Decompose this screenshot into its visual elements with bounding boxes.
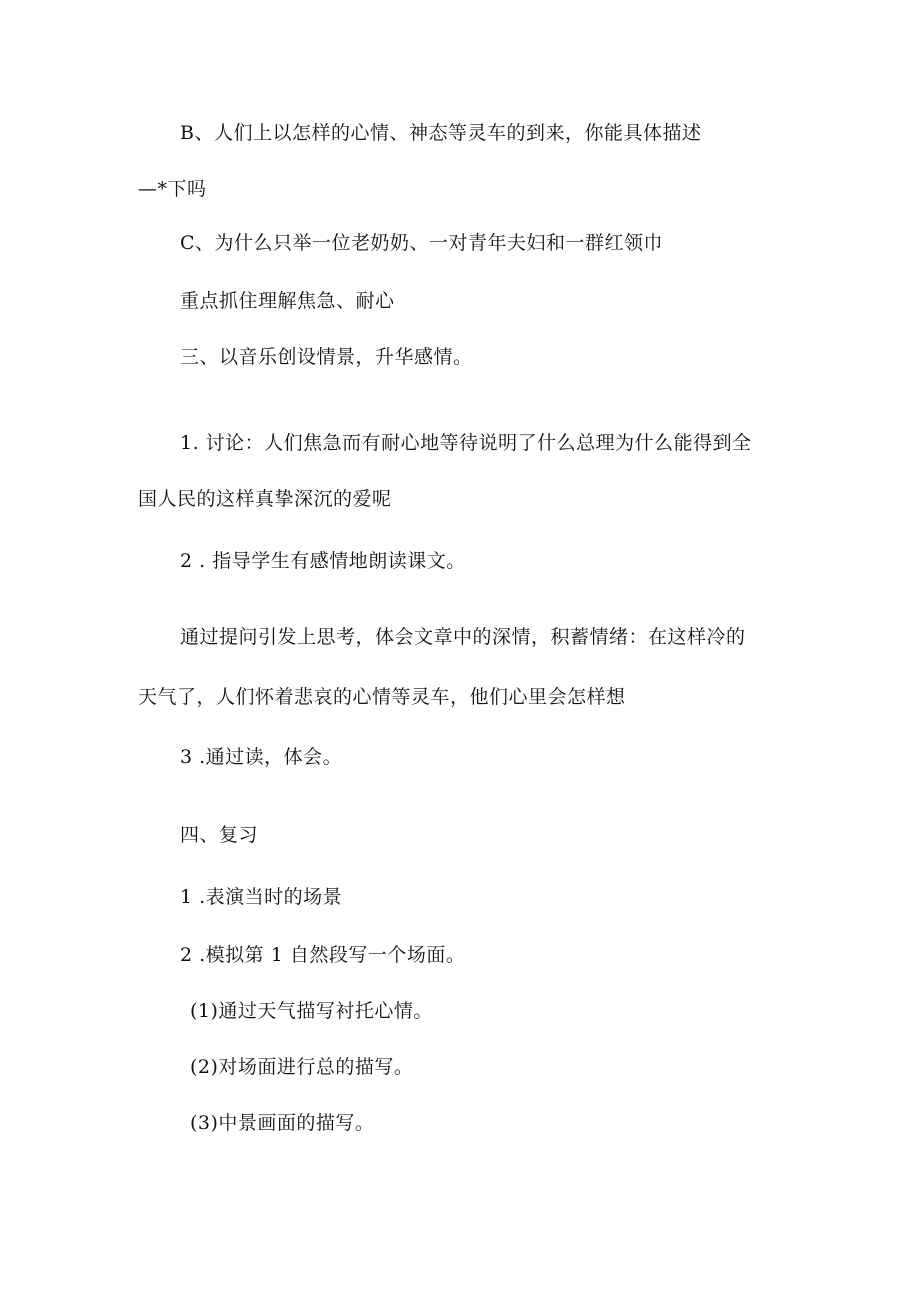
section-heading-three: 三、以音乐创设情景，升华感情。: [180, 346, 473, 368]
text-line-b-continued: —*下吗: [138, 178, 207, 200]
text-line-reading-guide: 2 . 指导学生有感情地朗读课文。: [180, 550, 466, 572]
section-heading-review: 四、复习: [180, 824, 259, 846]
text-line-questioning: 通过提问引发上思考，体会文章中的深情，积蓄情绪：在这样冷的: [180, 626, 746, 648]
text-line-sub-1: (1)通过天气描写衬托心情。: [190, 1000, 433, 1022]
text-line-imitate: 2 .模拟第 1 自然段写一个场面。: [180, 944, 466, 966]
text-line-read-feel: 3 .通过读，体会。: [180, 746, 343, 768]
text-line-perform: 1 .表演当时的场景: [180, 886, 343, 908]
text-line-b: B、人们上以怎样的心情、神态等灵车的到来，你能具体描述: [180, 122, 702, 144]
text-line-discussion: 1. 讨论：人们焦急而有耐心地等待说明了什么总理为什么能得到全: [180, 432, 752, 454]
text-line-discussion-continued: 国人民的这样真挚深沉的爱呢: [138, 488, 392, 510]
text-line-questioning-continued: 天气了，人们怀着悲哀的心情等灵车，他们心里会怎样想: [138, 686, 626, 708]
text-line-sub-2: (2)对场面进行总的描写。: [190, 1056, 414, 1078]
text-line-c: C、为什么只举一位老奶奶、一对青年夫妇和一群红领巾: [180, 232, 664, 254]
text-line-sub-3: (3)中景画面的描写。: [190, 1112, 375, 1134]
text-line-focus: 重点抓住理解焦急、耐心: [180, 290, 395, 312]
